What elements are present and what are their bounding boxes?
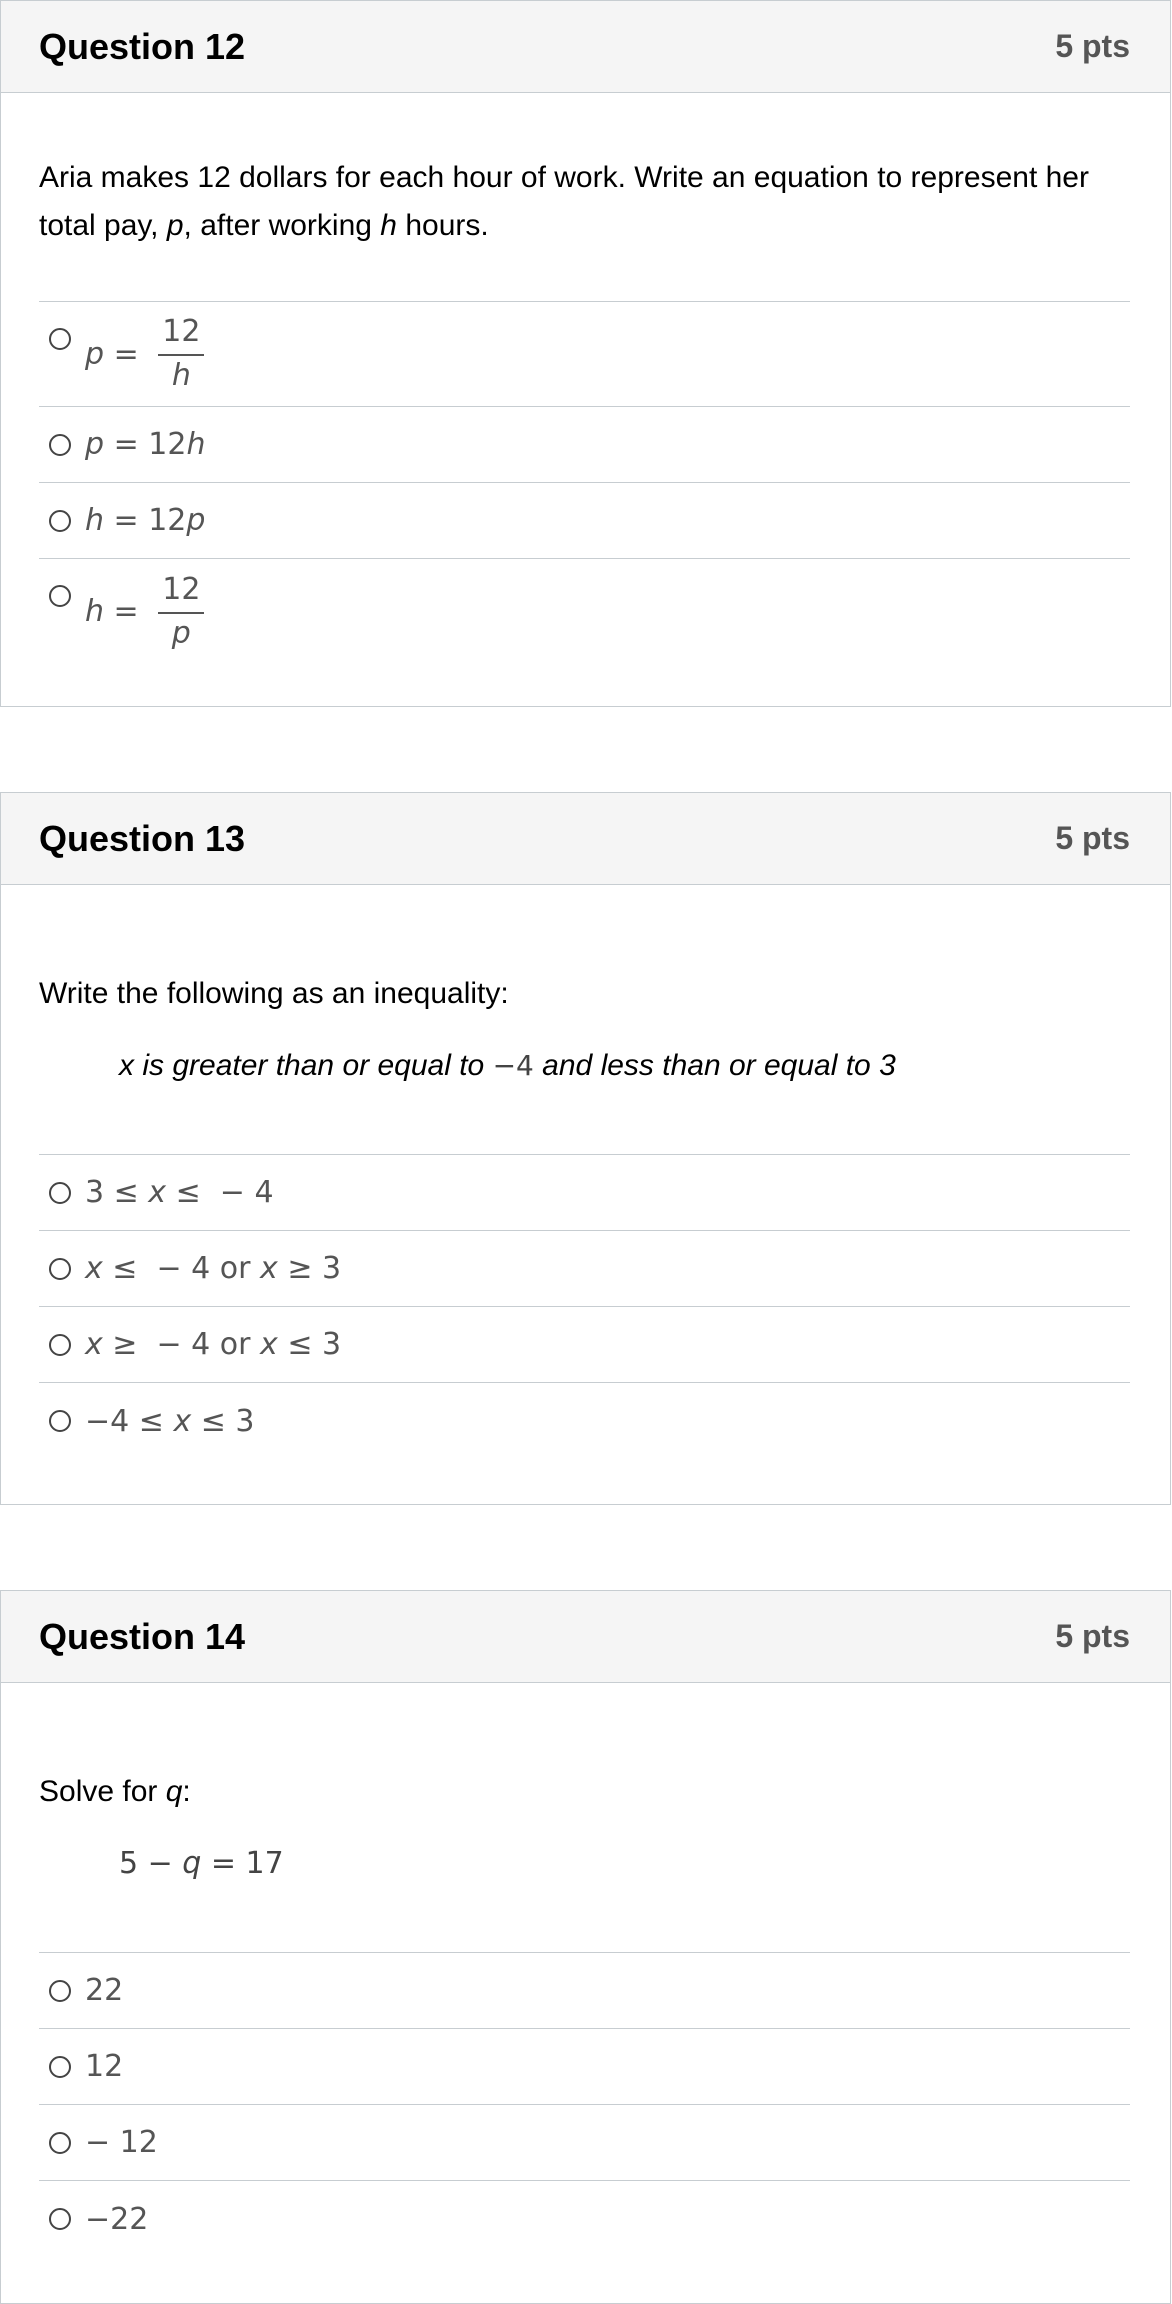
answer-label: − 12 [85, 2125, 158, 2160]
answer-list [39, 301, 1130, 664]
question-text [39, 93, 1130, 301]
question-equation [119, 1840, 1130, 1952]
answer-equals: = [104, 336, 149, 372]
answer-part: ≥ − 4 or [102, 1327, 261, 1362]
fraction-denominator: h [171, 358, 191, 393]
answer-option-3[interactable] [39, 2105, 1130, 2181]
answer-option-1[interactable] [39, 1953, 1130, 2029]
fraction-numerator: 12 [158, 314, 204, 356]
answer-list [39, 1952, 1130, 2257]
answer-option-1[interactable] [39, 1155, 1130, 1231]
answer-label [85, 503, 205, 538]
question-header [1, 793, 1170, 885]
question-text-part: , after working [183, 209, 381, 242]
answer-part: 3 ≤ [85, 1175, 149, 1210]
answer-list [39, 1154, 1130, 1459]
equation-part: = 17 [201, 1846, 284, 1881]
question-points: 5 pts [1055, 28, 1130, 64]
question-title: Question 13 [39, 817, 246, 859]
variable-x: x [260, 1327, 278, 1362]
variable-x: x [148, 1175, 167, 1210]
question-text-part: Aria makes 12 dollars for each hour of work. Write an equation to represent her total pay, [39, 161, 1089, 242]
prompt-part: : [182, 1775, 191, 1808]
answer-option-2[interactable] [39, 2029, 1130, 2105]
answer-lhs: p [85, 336, 105, 372]
variable-x: x [85, 1327, 103, 1362]
answer-option-3[interactable] [39, 1307, 1130, 1383]
variable-x: x [260, 1251, 278, 1286]
answer-label [85, 1175, 274, 1210]
answer-label [85, 1404, 255, 1439]
answer-part: −4 ≤ [85, 1403, 174, 1439]
question-12 [0, 0, 1171, 707]
answer-option-2[interactable] [39, 1231, 1130, 1307]
answer-lhs: h [85, 594, 105, 629]
answer-part: ≥ 3 [277, 1251, 342, 1286]
radio-unselected-icon[interactable] [49, 328, 71, 350]
radio-unselected-icon[interactable] [49, 585, 71, 607]
answer-equals: = [104, 594, 149, 629]
answer-part: ≤ − 4 or [102, 1251, 261, 1286]
statement-part: and less than or equal to 3 [533, 1049, 896, 1082]
fraction [158, 572, 204, 652]
answer-label [85, 1327, 341, 1362]
answer-label: 12 [85, 2049, 124, 2084]
answer-label: −22 [85, 2201, 149, 2237]
radio-unselected-icon[interactable] [49, 434, 71, 456]
question-points: 5 pts [1055, 820, 1130, 856]
variable-h: h [380, 209, 397, 242]
variable-q: q [165, 1775, 183, 1808]
radio-unselected-icon[interactable] [49, 2132, 71, 2154]
answer-lhs: p [85, 427, 105, 462]
answer-equals: = 12 [104, 427, 187, 462]
radio-unselected-icon[interactable] [49, 1410, 71, 1432]
answer-label [85, 314, 204, 394]
answer-lhs: h [85, 503, 105, 538]
answer-option-4[interactable] [39, 2181, 1130, 2257]
fraction [158, 314, 204, 394]
radio-unselected-icon[interactable] [49, 2056, 71, 2078]
question-body [1, 885, 1170, 1459]
radio-unselected-icon[interactable] [49, 1980, 71, 2002]
question-statement [119, 1042, 1130, 1154]
answer-part: ≤ − 4 [166, 1175, 274, 1210]
prompt-part: Solve for [39, 1775, 166, 1808]
question-prompt [39, 1683, 1130, 1840]
answer-option-3[interactable] [39, 483, 1130, 559]
answer-rhs: p [186, 503, 206, 538]
question-14 [0, 1590, 1171, 2304]
question-header [1, 1591, 1170, 1683]
answer-option-2[interactable] [39, 407, 1130, 483]
radio-unselected-icon[interactable] [49, 1182, 71, 1204]
equation-part: 5 − [119, 1846, 183, 1881]
answer-label [85, 1251, 341, 1286]
answer-option-1[interactable] [39, 302, 1130, 407]
question-body [1, 93, 1170, 664]
answer-rhs: h [186, 427, 206, 462]
fraction-denominator: p [171, 615, 191, 651]
answer-part: ≤ 3 [191, 1403, 255, 1439]
question-header [1, 1, 1170, 93]
radio-unselected-icon[interactable] [49, 1334, 71, 1356]
fraction-numerator: 12 [158, 572, 204, 614]
statement-number: −4 [492, 1049, 534, 1082]
answer-part: ≤ 3 [277, 1327, 342, 1362]
statement-part: x is greater than or equal to [119, 1049, 493, 1082]
variable-x: x [173, 1403, 192, 1439]
radio-unselected-icon[interactable] [49, 510, 71, 532]
answer-label [85, 572, 204, 652]
question-13 [0, 792, 1171, 1505]
question-text-part: hours. [396, 209, 489, 242]
radio-unselected-icon[interactable] [49, 1258, 71, 1280]
question-body [1, 1683, 1170, 2257]
question-title: Question 12 [39, 25, 246, 67]
question-prompt: Write the following as an inequality: [39, 977, 509, 1010]
answer-label: 22 [85, 1973, 124, 2008]
question-title: Question 14 [39, 1615, 246, 1657]
variable-x: x [85, 1251, 103, 1286]
radio-unselected-icon[interactable] [49, 2208, 71, 2230]
answer-label [85, 427, 205, 462]
answer-equals: = 12 [104, 503, 187, 538]
answer-option-4[interactable] [39, 559, 1130, 664]
question-points: 5 pts [1055, 1618, 1130, 1654]
variable-q: q [182, 1846, 202, 1881]
answer-option-4[interactable] [39, 1383, 1130, 1459]
variable-p: p [166, 209, 184, 242]
